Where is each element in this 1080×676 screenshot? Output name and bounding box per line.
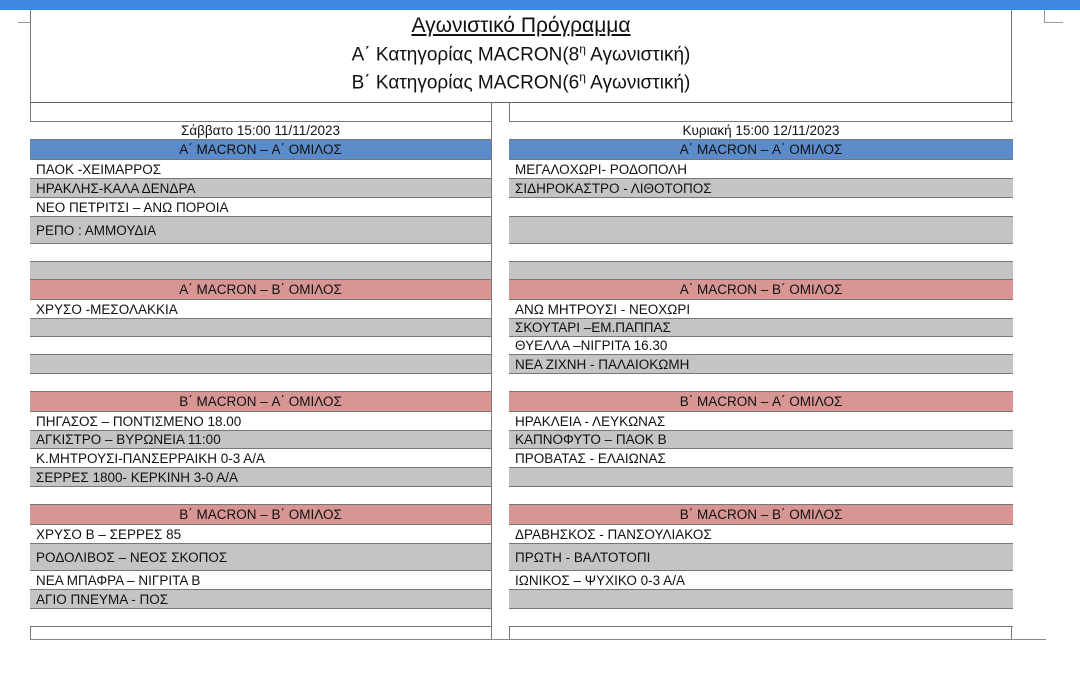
empty-row	[30, 609, 491, 627]
top-accent-bar	[0, 0, 1080, 10]
group-header: Β΄ MACRON – Α΄ ΟΜΙΛΟΣ	[509, 392, 1013, 412]
day-heading: Σάββατο 15:00 11/11/2023	[30, 121, 491, 140]
empty-row	[509, 217, 1013, 244]
match-row: ΧΡΥΣΟ -ΜΕΣΟΛΑΚΚΙΑ	[30, 300, 491, 319]
footer-rule	[30, 639, 1046, 640]
empty-row	[509, 198, 1013, 217]
match-row: ΘΥΕΛΛΑ –ΝΙΓΡΙΤΑ 16.30	[509, 337, 1013, 355]
empty-row	[509, 590, 1013, 609]
empty-row	[509, 244, 1013, 262]
match-row: ΡΕΠΟ : ΑΜΜΟΥΔΙΑ	[30, 217, 491, 244]
match-row: ΑΓΙΟ ΠΝΕΥΜΑ - ΠΟΣ	[30, 590, 491, 609]
match-row: ΗΡΑΚΛΗΣ-ΚΑΛΑ ΔΕΝΔΡΑ	[30, 179, 491, 198]
match-row: ΧΡΥΣΟ Β – ΣΕΡΡΕΣ 85	[30, 525, 491, 544]
match-row: ΑΓΚΙΣΤΡΟ – ΒΥΡΩΝΕΙΑ 11:00	[30, 431, 491, 449]
match-row: ΗΡΑΚΛΕΙΑ - ΛΕΥΚΩΝΑΣ	[509, 412, 1013, 431]
match-row: ΣΙΔΗΡΟΚΑΣΤΡΟ - ΛΙΘΟΤΟΠΟΣ	[509, 179, 1013, 198]
match-row: ΠΡΟΒΑΤΑΣ - ΕΛΑΙΩΝΑΣ	[509, 449, 1013, 468]
title-separator	[30, 102, 1013, 103]
empty-row	[509, 374, 1013, 392]
empty-row	[30, 355, 491, 374]
crop-mark-right	[1044, 10, 1063, 23]
group-header: Α΄ MACRON – Α΄ ΟΜΙΛΟΣ	[509, 140, 1013, 160]
group-header: Α΄ MACRON – Β΄ ΟΜΙΛΟΣ	[30, 280, 491, 300]
match-row: ΜΕΓΑΛΟΧΩΡΙ- ΡΟΔΟΠΟΛΗ	[509, 160, 1013, 179]
match-row: ΣΚΟΥΤΑΡΙ –ΕΜ.ΠΑΠΠΑΣ	[509, 319, 1013, 337]
match-row: ΝΕΑ ΖΙΧΝΗ - ΠΑΛΑΙΟΚΩΜΗ	[509, 355, 1013, 374]
match-row: ΠΡΩΤΗ - ΒΑΛΤΟΤΟΠΙ	[509, 544, 1013, 571]
empty-row	[509, 468, 1013, 487]
empty-row	[509, 487, 1013, 505]
group-header: Α΄ MACRON – Β΄ ΟΜΙΛΟΣ	[509, 280, 1013, 300]
match-row: ΝΕΑ ΜΠΑΦΡΑ – ΝΙΓΡΙΤΑ Β	[30, 571, 491, 590]
column-divider-left	[491, 103, 492, 639]
match-row: ΝΕΟ ΠΕΤΡΙΤΣΙ – ΑΝΩ ΠΟΡΟΙΑ	[30, 198, 491, 217]
empty-row	[30, 487, 491, 505]
title-line-1: Αγωνιστικό Πρόγραμμα	[411, 14, 631, 37]
match-row: ΡΟΔΟΛΙΒΟΣ – ΝΕΟΣ ΣΚΟΠΟΣ	[30, 544, 491, 571]
empty-row	[509, 609, 1013, 627]
empty-row	[30, 262, 491, 280]
match-row: Κ.ΜΗΤΡΟΥΣΙ-ΠΑΝΣΕΡΡΑΙΚΗ 0-3 Α/Α	[30, 449, 491, 468]
title-line-3: Β΄ Κατηγορίας $MACRON(6^\eta$ Αγωνιστική)	[351, 70, 691, 94]
empty-row	[30, 244, 491, 262]
group-header: Β΄ MACRON – Α΄ ΟΜΙΛΟΣ	[30, 392, 491, 412]
match-row: ΚΑΠΝΟΦΥΤΟ – ΠΑΟΚ Β	[509, 431, 1013, 449]
match-row: ΠΗΓΑΣΟΣ – ΠΟΝΤΙΣΜΕΝΟ 18.00	[30, 412, 491, 431]
match-row: ΑΝΩ ΜΗΤΡΟΥΣΙ - ΝΕΟΧΩΡΙ	[509, 300, 1013, 319]
document-title	[31, 14, 1011, 95]
match-row: ΠΑΟΚ -ΧΕΙΜΑΡΡΟΣ	[30, 160, 491, 179]
match-row: ΣΕΡΡΕΣ 1800- ΚΕΡΚΙΝΗ 3-0 Α/Α	[30, 468, 491, 487]
saturday-schedule	[30, 121, 491, 627]
group-header: Β΄ MACRON – Β΄ ΟΜΙΛΟΣ	[509, 505, 1013, 525]
empty-row	[30, 337, 491, 355]
match-row: ΙΩΝΙΚΟΣ – ΨΥΧΙΚΟ 0-3 Α/Α	[509, 571, 1013, 590]
empty-row	[30, 374, 491, 392]
day-heading: Κυριακή 15:00 12/11/2023	[509, 121, 1013, 140]
match-row: ΔΡΑΒΗΣΚΟΣ - ΠΑΝΣΟΥΛΙΑΚΟΣ	[509, 525, 1013, 544]
group-header: Α΄ MACRON – Α΄ ΟΜΙΛΟΣ	[30, 140, 491, 160]
title-line-2: Α΄ Κατηγορίας $MACRON(8^\eta$ Αγωνιστική)	[351, 42, 691, 66]
empty-row	[30, 319, 491, 337]
empty-row	[509, 262, 1013, 280]
sunday-schedule	[509, 121, 1013, 627]
group-header: Β΄ MACRON – Β΄ ΟΜΙΛΟΣ	[30, 505, 491, 525]
